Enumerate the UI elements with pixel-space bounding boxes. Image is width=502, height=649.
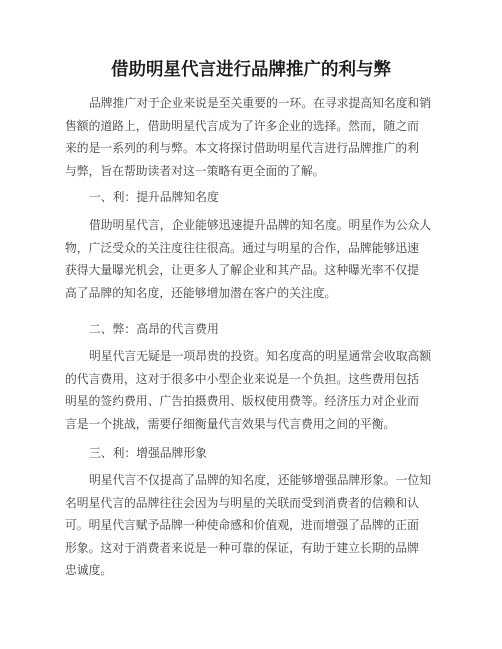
- section-heading: 一、利：提升品牌知名度: [89, 190, 219, 204]
- paragraph-line: 借助明星代言，企业能够迅速提升品牌的知名度。明星作为公众人: [89, 218, 432, 232]
- paragraph-line: 的代言费用，这对于很多中小型企业来说是一个负担。这些费用包括: [65, 371, 419, 386]
- paragraph-line: 明星代言无疑是一项昂贵的投资。知名度高的明星通常会收取高额: [89, 349, 432, 363]
- intro-paragraph: [65, 92, 432, 182]
- document-title: 借助明星代言进行品牌推广的利与弊: [111, 60, 391, 80]
- section-paragraph: [65, 214, 432, 304]
- paragraph-line: 高了品牌的知名度，还能够增加潜在客户的关注度。: [65, 285, 337, 300]
- paragraph-line: 物，广泛受众的关注度往往很高。通过与明星的合作，品牌能够迅速: [65, 240, 419, 255]
- intro-line: 售额的道路上，借助明星代言成为了许多企业的选择。然而，随之而: [65, 118, 419, 133]
- paragraph-line: 名明星代言的品牌往往会因为与明星的关联而受到消费者的信赖和认: [65, 495, 419, 510]
- intro-line: 品牌推广对于企业来说是至关重要的一环。在寻求提高知名度和销: [89, 96, 432, 110]
- section-heading: 二、弊：高昂的代言费用: [89, 322, 219, 336]
- paragraph-line: 明星的签约费用、广告拍摄费用、版权使用费等。经济压力对企业而: [65, 394, 419, 409]
- intro-line: 与弊，旨在帮助读者对这一策略有更全面的了解。: [65, 163, 325, 178]
- paragraph-line: 忠诚度。: [65, 563, 113, 578]
- paragraph-line: 可。明星代言赋予品牌一种使命感和价值观，进而增强了品牌的正面: [65, 518, 419, 533]
- paragraph-line: 言是一个挑战，需要仔细衡量代言效果与代言费用之间的平衡。: [65, 416, 396, 431]
- section-paragraph: [65, 345, 432, 435]
- paragraph-line: 形象。这对于消费者来说是一种可靠的保证，有助于建立长期的品牌: [65, 540, 419, 555]
- intro-line: 来的是一系列的利与弊。本文将探讨借助明星代言进行品牌推广的利: [65, 141, 419, 156]
- paragraph-line: 明星代言不仅提高了品牌的知名度，还能够增强品牌形象。一位知: [89, 473, 432, 487]
- section-heading: 三、利：增强品牌形象: [89, 446, 207, 460]
- paragraph-line: 获得大量曝光机会，让更多人了解企业和其产品。这种曝光率不仅提: [65, 263, 419, 278]
- section-paragraph: [65, 469, 432, 582]
